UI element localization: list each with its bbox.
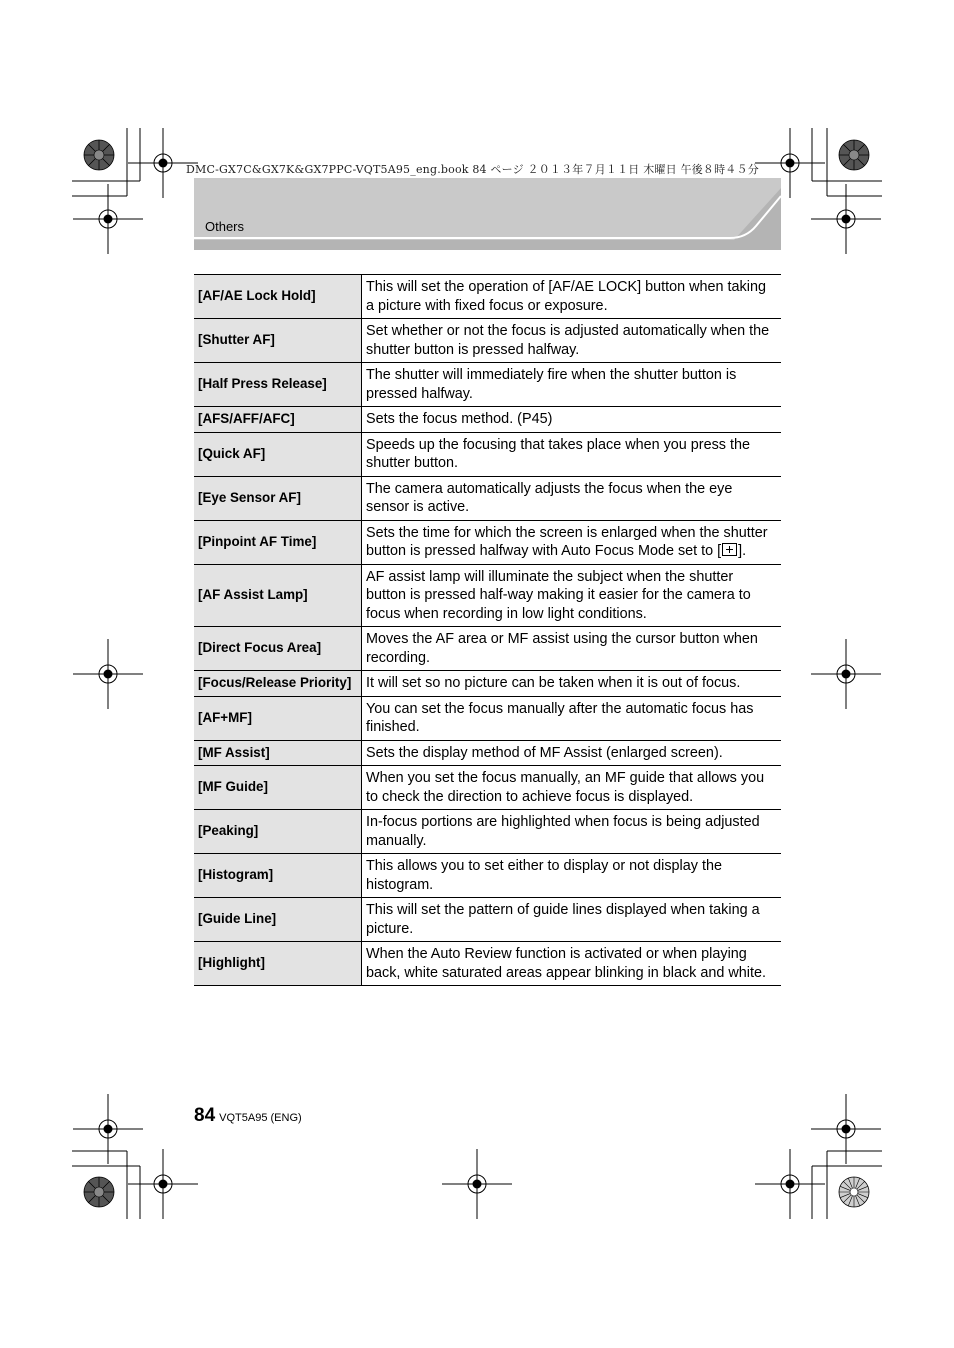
- page-number: 84: [194, 1105, 216, 1126]
- setting-description: The shutter will immediately fire when the shutter button is pressed halfway.: [362, 363, 782, 407]
- table-row: [194, 854, 781, 898]
- setting-description: In-focus portions are highlighted when focus is being adjusted manually.: [362, 810, 782, 854]
- table-row: [194, 766, 781, 810]
- setting-name: [Half Press Release]: [194, 363, 362, 407]
- table-row: [194, 275, 781, 319]
- setting-description: [362, 520, 782, 564]
- table-row: [194, 942, 781, 986]
- setting-description: The camera automatically adjusts the focus when the eye sensor is active.: [362, 476, 782, 520]
- setting-description: This allows you to set either to display or not display the histogram.: [362, 854, 782, 898]
- setting-name: [Guide Line]: [194, 898, 362, 942]
- setting-name: [AF/AE Lock Hold]: [194, 275, 362, 319]
- document-code: VQT5A95 (ENG): [219, 1112, 302, 1124]
- table-row: [194, 476, 781, 520]
- table-row: [194, 627, 781, 671]
- setting-description: This will set the pattern of guide lines displayed when taking a picture.: [362, 898, 782, 942]
- table-row: [194, 696, 781, 740]
- setting-name: [Direct Focus Area]: [194, 627, 362, 671]
- setting-name: [Highlight]: [194, 942, 362, 986]
- setting-description: AF assist lamp will illuminate the subject when the shutter button is pressed half-way making it easier for the camera to focus when recording in low light conditions.: [362, 564, 782, 627]
- settings-table: [194, 274, 781, 986]
- setting-name: [MF Guide]: [194, 766, 362, 810]
- page-footer: [194, 1105, 302, 1127]
- table-row: [194, 432, 781, 476]
- setting-name: [Eye Sensor AF]: [194, 476, 362, 520]
- setting-name: [Histogram]: [194, 854, 362, 898]
- table-row: [194, 740, 781, 766]
- setting-name: [Quick AF]: [194, 432, 362, 476]
- setting-description: Sets the display method of MF Assist (enlarged screen).: [362, 740, 782, 766]
- setting-description: When you set the focus manually, an MF guide that allows you to check the direction to achieve focus is displayed.: [362, 766, 782, 810]
- setting-name: [AFS/AFF/AFC]: [194, 407, 362, 433]
- setting-name: [Pinpoint AF Time]: [194, 520, 362, 564]
- setting-description: This will set the operation of [AF/AE LOCK] button when taking a picture with fixed focus or exposure.: [362, 275, 782, 319]
- section-header-band: [194, 178, 781, 250]
- table-row: [194, 520, 781, 564]
- setting-description: Speeds up the focusing that takes place when you press the shutter button.: [362, 432, 782, 476]
- description-text: Sets the time for which the screen is enlarged when the shutter button is pressed halfway with Auto Focus Mode set to [: [366, 524, 768, 559]
- table-row: [194, 319, 781, 363]
- setting-description: Sets the focus method. (P45): [362, 407, 782, 433]
- setting-description: Set whether or not the focus is adjusted automatically when the shutter button is pressed halfway.: [362, 319, 782, 363]
- table-row: [194, 363, 781, 407]
- description-text: ].: [738, 543, 747, 559]
- setting-name: [Shutter AF]: [194, 319, 362, 363]
- table-row: [194, 671, 781, 697]
- table-row: [194, 810, 781, 854]
- table-row: [194, 898, 781, 942]
- table-row: [194, 564, 781, 627]
- setting-name: [MF Assist]: [194, 740, 362, 766]
- table-row: [194, 407, 781, 433]
- setting-name: [AF+MF]: [194, 696, 362, 740]
- setting-description: It will set so no picture can be taken when it is out of focus.: [362, 671, 782, 697]
- setting-name: [Focus/Release Priority]: [194, 671, 362, 697]
- pinpoint-af-mode-icon: [722, 543, 737, 556]
- setting-description: You can set the focus manually after the automatic focus has finished.: [362, 696, 782, 740]
- section-label: Others: [205, 219, 245, 234]
- print-job-header: DMC-GX7C&GX7K&GX7PPC-VQT5A95_eng.book 84 ページ ２０１３年７月１１日 木曜日 午後８時４５分: [186, 163, 759, 176]
- setting-name: [AF Assist Lamp]: [194, 564, 362, 627]
- setting-description: Moves the AF area or MF assist using the cursor button when recording.: [362, 627, 782, 671]
- setting-name: [Peaking]: [194, 810, 362, 854]
- setting-description: When the Auto Review function is activated or when playing back, white saturated areas appear blinking in black and white.: [362, 942, 782, 986]
